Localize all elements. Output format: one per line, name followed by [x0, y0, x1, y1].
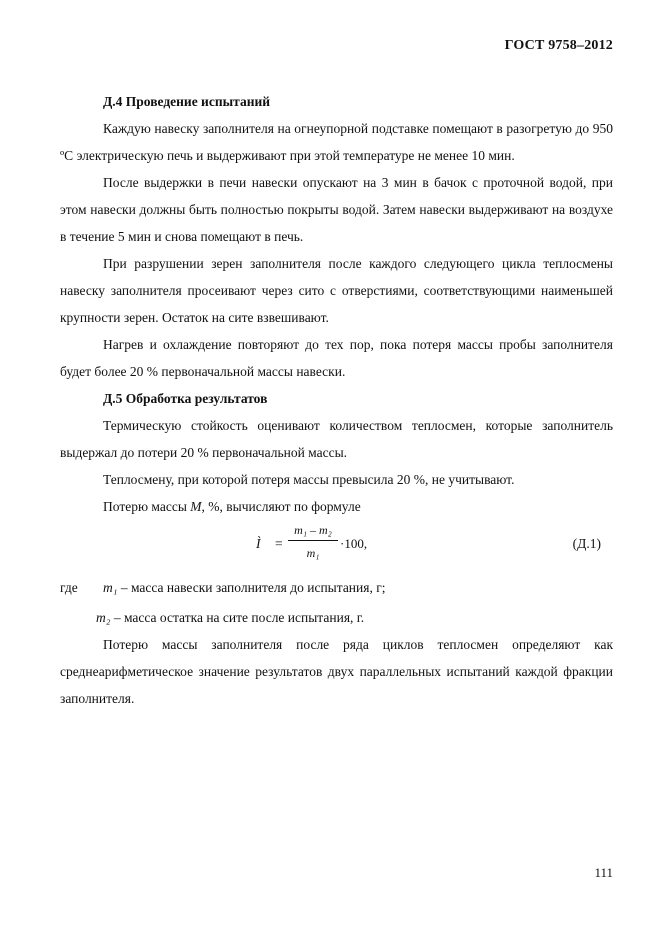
where-clause-2: m₂ – масса остатка на сите после испытания, г.	[96, 610, 365, 625]
paragraph: Каждую навеску заполнителя на огнеупорной подставке помещают в разогретую до 950 ºС электрическую печь и выдерживают при этой температуре не менее 10 мин.	[60, 121, 613, 163]
where-clause-1: где m₁ – масса навески заполнителя до испытания, г;	[60, 574, 613, 604]
paragraph: При разрушении зерен заполнителя после каждого следующего цикла теплосмены навеску заполнителя просеивают через сито с отверстиями, соответствующими наименьшей крупности зерен. Остаток на сите взвешивают.	[60, 256, 613, 325]
formula-intro: Потерю массы М, %, вычисляют по формуле	[103, 499, 361, 514]
formula-lhs: Ì	[256, 536, 261, 551]
section-title-d4: Д.4 Проведение испытаний	[103, 94, 271, 109]
document-code-header: ГОСТ 9758–2012	[504, 38, 613, 53]
formula-multiplier: ·100,	[340, 536, 368, 551]
section-title-d5: Д.5 Обработка результатов	[103, 391, 268, 406]
formula-equals: =	[275, 536, 283, 551]
formula-denominator: m₁	[306, 546, 320, 560]
formula-d1	[60, 524, 613, 574]
paragraph: Нагрев и охлаждение повторяют до тех пор, пока потеря массы пробы заполнителя будет более 20 % первоначальной массы навески.	[60, 337, 613, 379]
formula-fraction	[288, 522, 338, 561]
paragraph: После выдержки в печи навески опускают на 3 мин в бачок с проточной водой, при этом навески должны быть полностью покрыты водой. Затем навески выдерживают на воздухе в течение 5 мин и снова помещают в печь.	[60, 175, 613, 244]
paragraph: Термическую стойкость оценивают количеством теплосмен, которые заполнитель выдержал до потери 20 % первоначальной массы.	[60, 418, 613, 460]
formula-numerator: m₁ – m₂	[288, 522, 338, 541]
page-number: 111	[594, 865, 613, 880]
paragraph: Теплосмену, при которой потеря массы превысила 20 %, не учитывают.	[103, 472, 515, 487]
page-content	[60, 88, 613, 712]
where-symbol: m₁	[103, 580, 118, 595]
mass-loss-symbol: М	[190, 499, 202, 514]
where-label: где	[60, 580, 78, 595]
formula-number: (Д.1)	[572, 536, 601, 551]
paragraph: Потерю массы заполнителя после ряда циклов теплосмен определяют как среднеарифметическое значение результатов двух параллельных испытаний каждой фракции заполнителя.	[60, 637, 613, 706]
where-symbol: m₂	[96, 610, 111, 625]
